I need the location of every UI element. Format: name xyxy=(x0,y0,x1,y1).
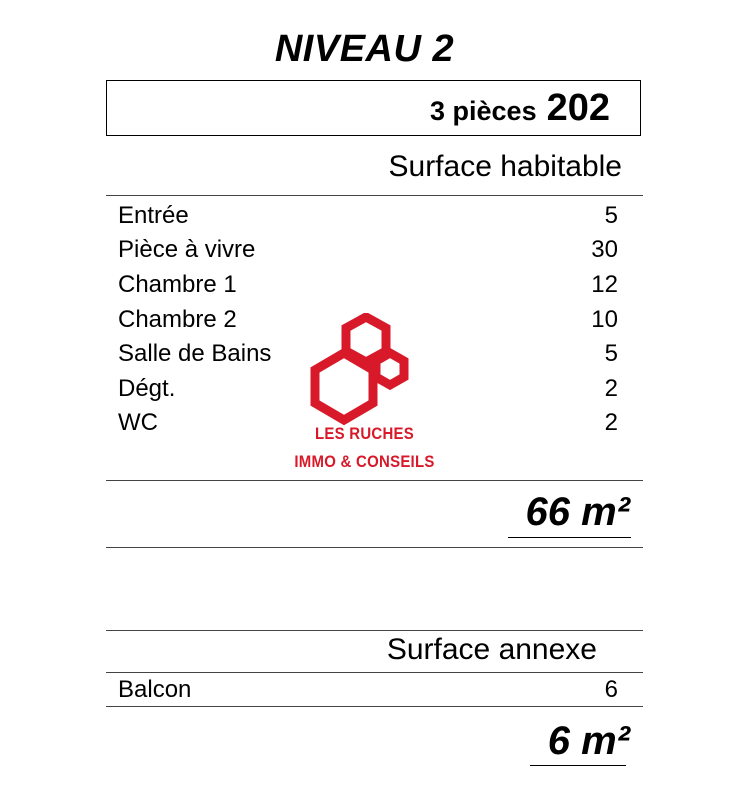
annex-label: Balcon xyxy=(118,676,192,703)
annex-area: 6 xyxy=(604,676,618,703)
list-item xyxy=(118,673,618,707)
living-area-header: Surface habitable xyxy=(388,150,622,183)
room-label: Salle de Bains xyxy=(118,340,272,367)
room-label: Dégt. xyxy=(118,375,176,402)
divider xyxy=(106,547,643,548)
unit-rooms: 3 pièces xyxy=(430,96,537,126)
list-item xyxy=(118,268,618,302)
watermark-line1: LES RUCHES xyxy=(314,424,415,443)
annex-area-header: Surface annexe xyxy=(386,633,597,666)
room-area: 10 xyxy=(591,306,618,333)
unit-number: 202 xyxy=(546,87,610,129)
room-area: 12 xyxy=(591,271,618,298)
list-item xyxy=(118,337,618,371)
list-item xyxy=(118,199,618,233)
watermark-line2: IMMO & CONSEILS xyxy=(294,452,435,471)
unit-box xyxy=(106,80,641,136)
divider xyxy=(106,195,643,196)
room-area: 2 xyxy=(604,375,618,402)
room-label: WC xyxy=(118,409,158,436)
living-area-total: 66 m² xyxy=(525,490,630,534)
divider xyxy=(106,480,643,481)
divider xyxy=(106,706,643,707)
list-item xyxy=(118,406,618,440)
unit-heading xyxy=(430,87,610,130)
divider xyxy=(106,630,643,631)
list-item xyxy=(118,233,618,267)
room-area: 30 xyxy=(591,236,618,263)
room-label: Chambre 2 xyxy=(118,306,237,333)
room-label: Pièce à vivre xyxy=(118,236,256,263)
list-item xyxy=(118,372,618,406)
room-area: 2 xyxy=(604,409,618,436)
annex-area-total: 6 m² xyxy=(547,719,630,763)
room-label: Chambre 1 xyxy=(118,271,237,298)
room-area: 5 xyxy=(604,340,618,367)
room-area: 5 xyxy=(604,202,618,229)
list-item xyxy=(118,303,618,337)
total-underline xyxy=(530,765,626,766)
level-title: NIVEAU 2 xyxy=(274,28,455,70)
total-underline xyxy=(508,537,631,538)
room-label: Entrée xyxy=(118,202,189,229)
